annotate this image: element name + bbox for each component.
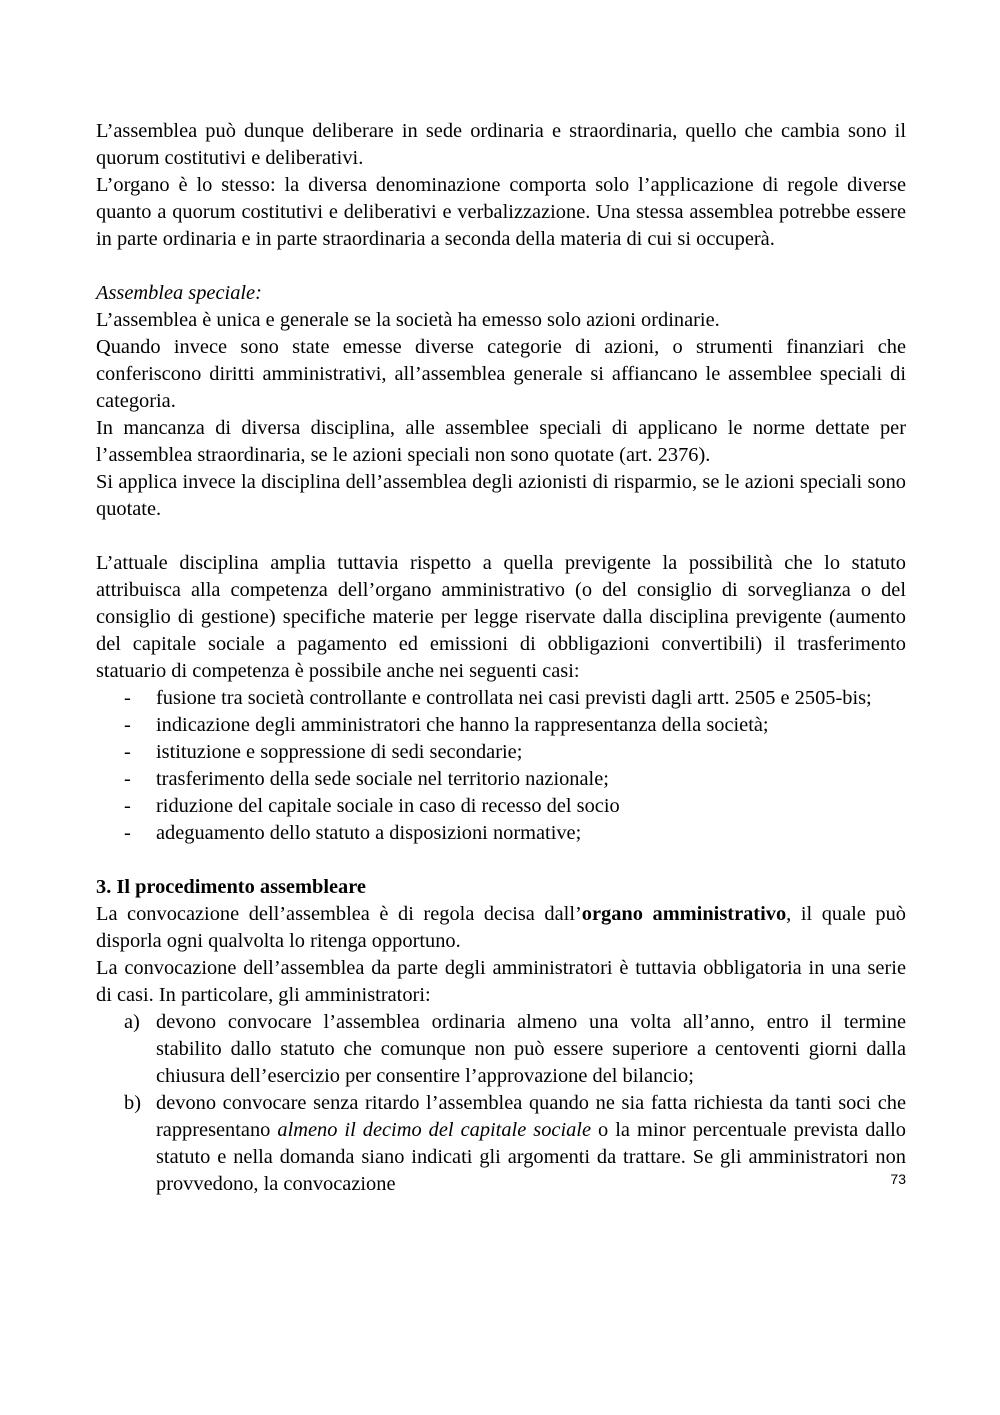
list-dash-marker: - [124, 768, 131, 790]
subheading-assemblea-speciale: Assemblea speciale: [96, 282, 262, 304]
paragraph-obbligatoria: La convocazione dell’assemblea da parte degli amministratori è tuttavia obbligatoria in una serie di casi. In particolare, gli amministratori: [96, 957, 906, 1006]
list-dash-marker: - [124, 687, 131, 709]
paragraph-organo: L’organo è lo stesso: la diversa denominazione comporta solo l’applicazione di regole diverse quanto a quorum costitutivi e deliberativi e verbalizzazione. Una stessa assemblea potrebbe essere in parte ordinaria e in parte straordinaria a seconda della materia di cui si occuperà. [96, 174, 906, 250]
paragraph-attuale-disciplina: L’attuale disciplina amplia tuttavia rispetto a quella previgente la possibilità che lo statuto attribuisca alla competenza dell’organo amministrativo (o del consiglio di sorveglianza o del consiglio di gestione) specifiche materie per legge riservate dalla disciplina previgente (aumento del capitale sociale a pagamento ed emissioni di obbligazioni convertibili) il trasferimento statuario di competenza è possibile anche nei seguenti casi: [96, 552, 906, 682]
list-item-text: devono convocare l’assemblea ordinaria almeno una volta all’anno, entro il termine stabilito dallo statuto che comunque non può essere superiore a centoventi giorni dalla chiusura dell’esercizio per consentire l’approvazione del bilancio; [156, 1011, 906, 1087]
list-item-text: indicazione degli amministratori che hanno la rappresentanza della società; [156, 714, 769, 736]
paragraph-gap [96, 847, 906, 874]
list-item-text: istituzione e soppressione di sedi secondarie; [156, 741, 523, 763]
list-item [96, 712, 906, 739]
list-dash-marker: - [124, 795, 131, 817]
paragraph-categorie-azioni: Quando invece sono state emesse diverse categorie di azioni, o strumenti finanziari che conferiscono diritti amministrativi, all’assemblea generale si affiancano le assemblee speciali di categoria. [96, 336, 906, 412]
list-alpha-marker: a) [124, 1011, 140, 1033]
list-dash-marker: - [124, 822, 131, 844]
paragraph-assemblea-sede: L’assemblea può dunque deliberare in sede ordinaria e straordinaria, quello che cambia sono il quorum costitutivi e deliberativi. [96, 120, 906, 169]
alpha-list [96, 1009, 906, 1198]
list-item-text [156, 1092, 906, 1195]
list-alpha-marker: b) [124, 1092, 141, 1114]
paragraph-assemblea-unica: L’assemblea è unica e generale se la società ha emesso solo azioni ordinarie. [96, 309, 720, 331]
document-page [96, 118, 906, 1198]
convocazione-bold-text: organo amministrativo [581, 903, 787, 925]
paragraph-mancanza-disciplina: In mancanza di diversa disciplina, alle assemblee speciali di applicano le norme dettate per l’assemblea straordinaria, se le azioni speciali non sono quotate (art. 2376). [96, 417, 906, 466]
paragraph-convocazione [96, 901, 906, 955]
page-number: 73 [890, 1171, 906, 1187]
list-item-text: fusione tra società controllante e controllata nei casi previsti dagli artt. 2505 e 2505-bis; [156, 687, 872, 709]
paragraph-azionisti-risparmio: Si applica invece la disciplina dell’assemblea degli azionisti di risparmio, se le azioni speciali sono quotate. [96, 471, 906, 520]
list-item [96, 739, 906, 766]
list-item [96, 1090, 906, 1198]
list-item-text: trasferimento della sede sociale nel territorio nazionale; [156, 768, 609, 790]
section-heading: 3. Il procedimento assembleare [96, 876, 366, 898]
list-item [96, 1009, 906, 1090]
list-item [96, 793, 906, 820]
paragraph-gap [96, 523, 906, 550]
list-item-text: adeguamento dello statuto a disposizioni normative; [156, 822, 582, 844]
dash-list [96, 685, 906, 847]
convocazione-text-before: La convocazione dell’assemblea è di regola decisa dall’ [96, 903, 582, 925]
list-item [96, 766, 906, 793]
convocazione-text-after: , il quale può disporla ogni qualvolta lo ritenga opportuno. [96, 903, 906, 952]
list-dash-marker: - [124, 741, 131, 763]
list-item-text-after: o la minor percentuale prevista dallo statuto e nella domanda siano indicati gli argomenti da trattare. Se gli amministratori non provvedono, la convocazione [156, 1119, 906, 1195]
list-item-text-before: devono convocare senza ritardo l’assemblea quando ne sia fatta richiesta da tanti soci che rappresentano [156, 1092, 906, 1141]
list-dash-marker: - [124, 714, 131, 736]
paragraph-gap [96, 253, 906, 280]
list-item-italic-text: almeno il decimo del capitale sociale [277, 1119, 592, 1141]
list-item [96, 820, 906, 847]
list-item-text: riduzione del capitale sociale in caso di recesso del socio [156, 795, 620, 817]
list-item [96, 685, 906, 712]
